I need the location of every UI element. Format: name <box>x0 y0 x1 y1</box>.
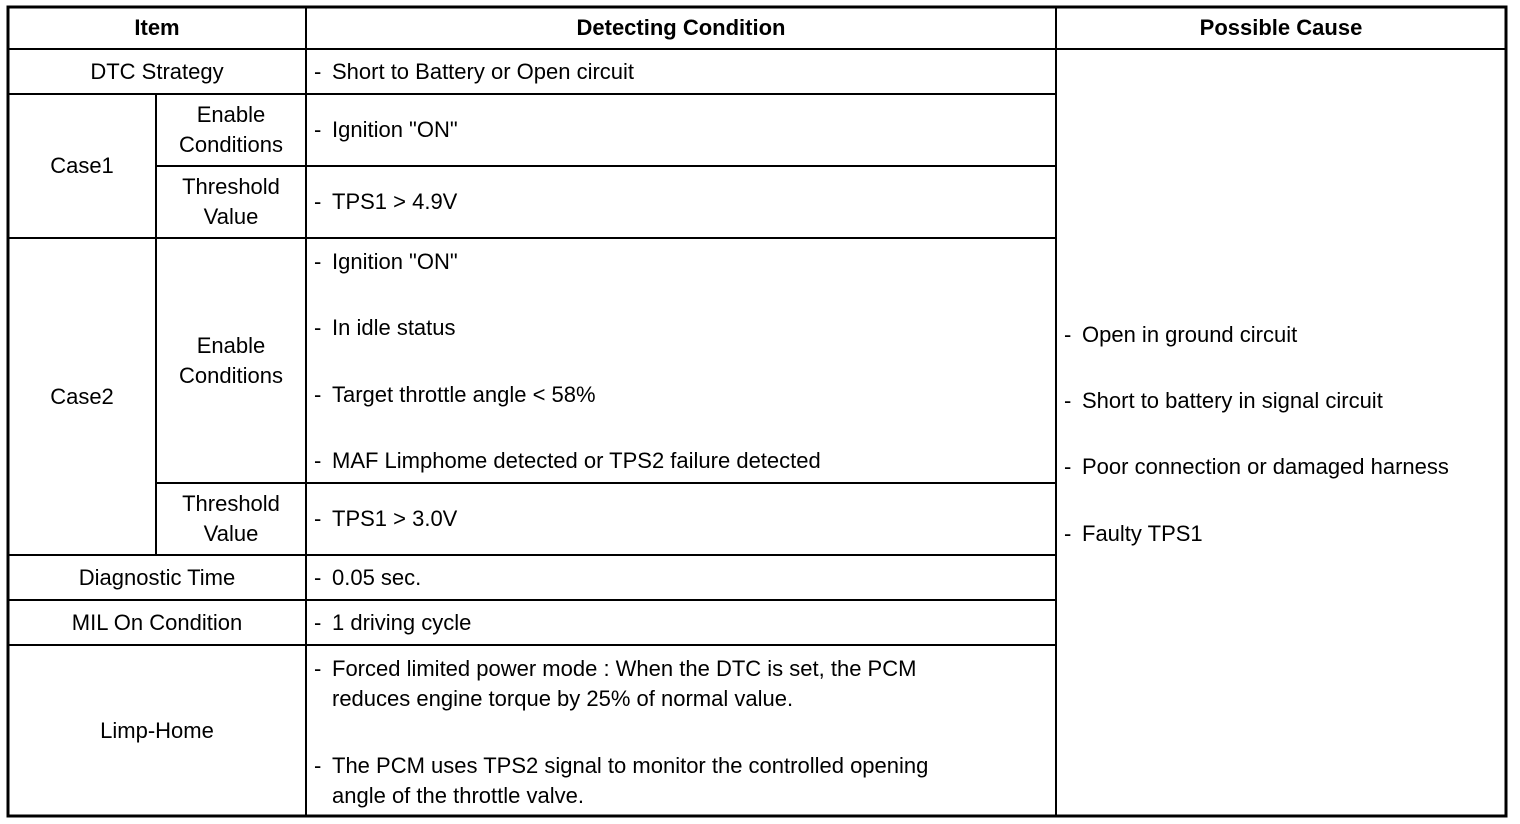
case2-enable-conditions <box>306 238 1056 483</box>
header-item: Item <box>134 15 180 40</box>
list-item: - Short to battery in signal circuit <box>1064 388 1383 413</box>
case1-threshold-condition: - TPS1 > 4.9V <box>314 189 458 214</box>
list-item: - In idle status <box>314 315 456 340</box>
mil-on-condition-value: - 1 driving cycle <box>314 609 472 635</box>
limp-home-label: Limp-Home <box>100 717 214 743</box>
case2-enable-label: Enable Conditions <box>179 332 283 388</box>
list-item: - Faulty TPS1 <box>1064 521 1203 546</box>
list-item: - Forced limited power mode : When the DTC is set, the PCM reduces engine torque by 25% of normal value. <box>314 656 917 711</box>
case2-threshold-condition: - TPS1 > 3.0V <box>314 506 458 531</box>
list-item: - Target throttle angle < 58% <box>314 382 596 407</box>
case2-label: Case2 <box>50 383 114 409</box>
case1-label: Case1 <box>50 153 114 178</box>
list-item: - The PCM uses TPS2 signal to monitor the controlled opening angle of the throttle valve. <box>314 753 929 808</box>
list-item: - MAF Limphome detected or TPS2 failure detected <box>314 448 821 473</box>
dtc-strategy-condition: - Short to Battery or Open circuit <box>314 58 635 84</box>
diagnostic-time-condition: - 0.05 sec. <box>314 564 422 590</box>
header-possible-cause: Possible Cause <box>1199 15 1363 40</box>
list-item: - Poor connection or damaged harness <box>1064 454 1449 479</box>
case1-enable-label: Enable Conditions <box>179 102 283 157</box>
mil-on-condition-label: MIL On Condition <box>71 609 243 635</box>
header-detecting-condition: Detecting Condition <box>576 15 786 40</box>
diagnostic-time-label: Diagnostic Time <box>78 564 236 590</box>
dtc-strategy-label: DTC Strategy <box>90 58 224 84</box>
case1-threshold-label: Threshold Value <box>182 174 280 229</box>
limp-home-conditions <box>306 645 1056 816</box>
list-item: - Ignition "ON" <box>314 249 458 274</box>
case1-enable-condition: - Ignition "ON" <box>314 117 458 142</box>
case2-threshold-label: Threshold Value <box>182 491 280 546</box>
list-item: - Open in ground circuit <box>1064 322 1298 347</box>
possible-causes-list <box>1056 49 1506 816</box>
